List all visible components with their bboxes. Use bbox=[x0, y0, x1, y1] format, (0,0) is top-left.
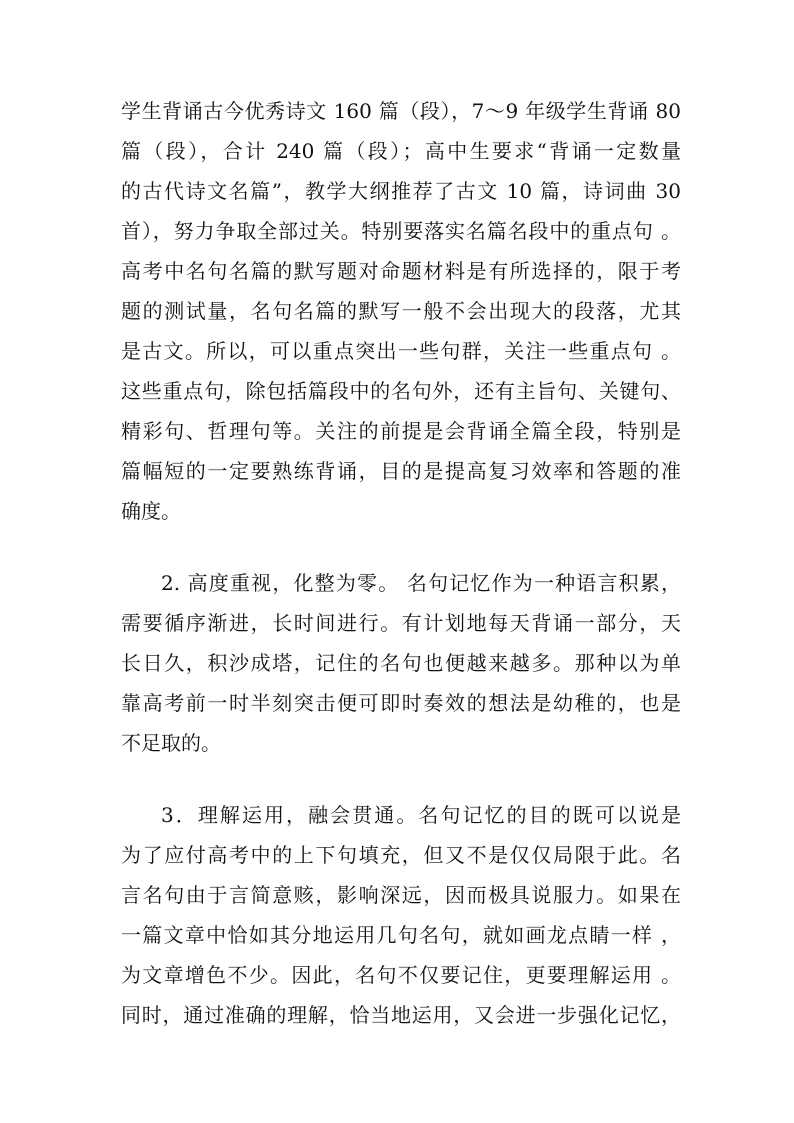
text-line: 确度。 bbox=[121, 499, 181, 523]
text-line: 精彩句、哲理句等。关注的前提是会背诵全篇全段，特别是 bbox=[121, 419, 681, 443]
text-line: 的古代诗文名篇”，教学大纲推荐了古文 10 篇，诗词曲 30 bbox=[121, 179, 681, 203]
text-line: 同时，通过准确的理解，恰当地运用，又会进一步强化记忆， bbox=[121, 1003, 681, 1027]
text-line: 高考中名句名篇的默写题对命题材料是有所选择的，限于考 bbox=[121, 259, 681, 283]
text-line: 首），努力争取全部过关。特别要落实名篇名段中的重点句 。 bbox=[121, 219, 681, 243]
text-line: 这些重点句，除包括篇段中的名句外，还有主旨句、关键句、 bbox=[121, 379, 681, 403]
text-line: 需要循序渐进，长时间进行。有计划地每天背诵一部分，天 bbox=[121, 611, 681, 635]
text-line: 一篇文章中恰如其分地运用几句名句，就如画龙点睛一样 ， bbox=[121, 923, 681, 947]
text-line: 言名句由于言简意赅，影响深远，因而极具说服力。如果在 bbox=[121, 883, 681, 907]
text-line: 篇幅短的一定要熟练背诵，目的是提高复习效率和答题的准 bbox=[121, 459, 681, 483]
text-line: 题的测试量，名句名篇的默写一般不会出现大的段落，尤其 bbox=[121, 299, 681, 323]
text-line: 不足取的。 bbox=[121, 731, 221, 755]
text-line: 为文章增色不少。因此，名句不仅要记住，更要理解运用 。 bbox=[121, 963, 681, 987]
text-line: 长日久，积沙成塔，记住的名句也便越来越多。那种以为单 bbox=[121, 651, 681, 675]
text-line: 是古文。所以，可以重点突出一些句群，关注一些重点句 。 bbox=[121, 339, 681, 363]
text-line: 靠高考前一时半刻突击便可即时奏效的想法是幼稚的，也是 bbox=[121, 691, 681, 715]
text-line: 学生背诵古今优秀诗文 160 篇（段），7～9 年级学生背诵 80 bbox=[121, 99, 681, 123]
text-line: 3．理解运用，融会贯通。名句记忆的目的既可以说是 bbox=[161, 803, 681, 827]
text-line: 篇（段），合计 240 篇（段）；高中生要求“背诵一定数量 bbox=[121, 139, 681, 163]
text-line: 为了应付高考中的上下句填充，但又不是仅仅局限于此。名 bbox=[121, 843, 681, 867]
text-line: 2. 高度重视，化整为零。 名句记忆作为一种语言积累， bbox=[161, 571, 681, 595]
